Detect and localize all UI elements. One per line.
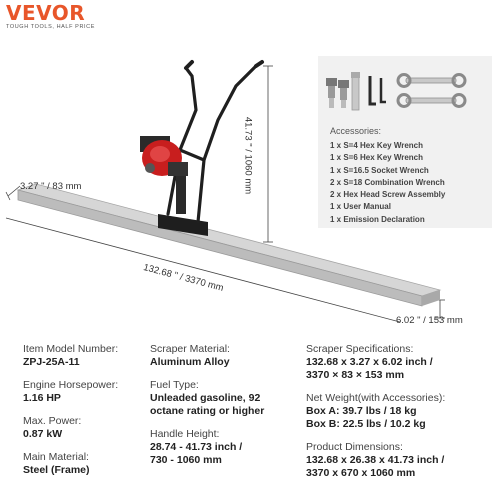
accessories-title: Accessories:	[330, 126, 382, 136]
brand-name: VEVOR	[6, 1, 86, 25]
spec-max-power: Max. Power: 0.87 kW	[23, 415, 82, 440]
aluminum-screed-blade	[18, 184, 440, 306]
specs-column-1	[23, 343, 143, 487]
list-item: 1 x S=4 Hex Key Wrench	[330, 141, 424, 150]
list-item: 1 x Emission Declaration	[330, 214, 425, 224]
handle-grip-right	[256, 62, 262, 66]
spec-item-model-number: Item Model Number: ZPJ-25A-11	[23, 343, 119, 368]
spec-engine-horsepower: Engine Horsepower: 1.16 HP	[23, 379, 119, 404]
spec-net-weight: Net Weight(with Accessories): Box A: 39.7 lbs / 18 kg Box B: 22.5 lbs / 10.2 kg	[306, 392, 446, 430]
spec-scraper-material: Scraper Material: Aluminum Alloy	[150, 343, 230, 368]
depth-dimension-label: 6.02 " / 153 mm	[396, 315, 463, 326]
spec-scraper-specifications: Scraper Specifications: 132.68 x 3.27 x 6.02 inch / 3370 × 83 × 153 mm	[306, 343, 433, 381]
spec-main-material: Main Material: Steel (Frame)	[23, 451, 90, 476]
spec-handle-height: Handle Height: 28.74 - 41.73 inch / 730 - 1060 mm	[150, 428, 243, 466]
height-dimension-label: 41.73 " / 1060 mm	[242, 116, 254, 195]
list-item: 1 x S=6 Hex Key Wrench	[330, 153, 424, 163]
length-dimension-label: 132.68 " / 3370 mm	[142, 262, 225, 295]
list-item: 1 x User Manual	[330, 202, 391, 212]
handle-grip-left	[186, 62, 192, 68]
list-item: 2 x Hex Head Screw Assembly	[330, 190, 446, 200]
brand-tagline: TOUGH TOOLS, HALF PRICE	[6, 24, 95, 30]
list-item: 2 x S=18 Combination Wrench	[330, 177, 445, 187]
specs-column-3	[306, 343, 486, 490]
spec-fuel-type: Fuel Type: Unleaded gasoline, 92 octane rating or higher	[150, 379, 265, 417]
specs-column-2	[150, 343, 290, 477]
width-dimension-label: 3.27 " / 83 mm	[20, 181, 82, 192]
spec-product-dimensions: Product Dimensions: 132.68 x 26.38 x 41.73 inch / 3370 x 670 x 1060 mm	[306, 441, 445, 479]
list-item: 1 x S=16.5 Socket Wrench	[330, 165, 429, 175]
